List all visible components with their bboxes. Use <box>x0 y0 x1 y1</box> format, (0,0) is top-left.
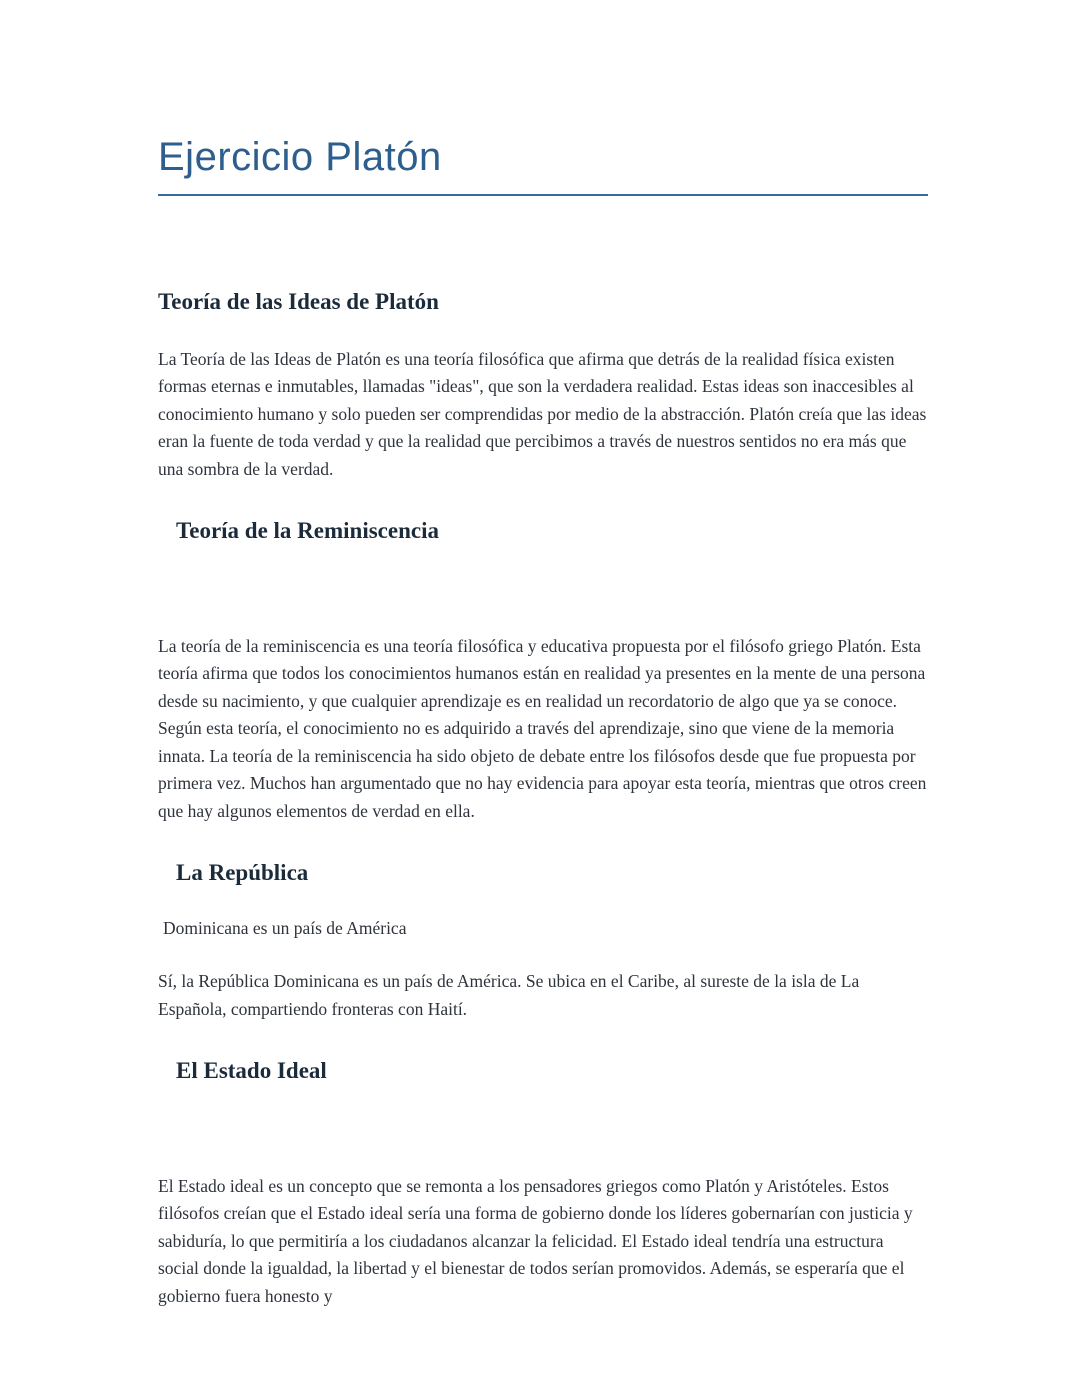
section-heading-estado-ideal: El Estado Ideal <box>176 1058 327 1084</box>
paragraph-teoria-ideas: La Teoría de las Ideas de Platón es una teoría filosófica que afirma que detrás de la realidad física existen formas eternas e inmutables, llamadas "ideas", que son la verdadera realidad. Estas ideas son inaccesibles al conocimiento humano y solo pueden ser comprendidas por medio de la abstracción. Platón creía que las ideas eran la fuente de toda verdad y que la realidad que percibimos a través de nuestros sentidos no era más que una sombra de la verdad. <box>158 348 927 479</box>
paragraph-dominicana-line: Dominicana es un país de América <box>163 917 407 938</box>
paragraph-republica-dominicana: Sí, la República Dominicana es un país de América. Se ubica en el Caribe, al sureste de la isla de La Española, compartiendo fronteras con Haití. <box>158 971 860 1019</box>
paragraph-estado-ideal: El Estado ideal es un concepto que se remonta a los pensadores griegos como Platón y Aristóteles. Estos filósofos creían que el Estado ideal sería una forma de gobierno donde los líderes gobernarían con justicia y sabiduría, lo que permitiría a los ciudadanos alcanzar la felicidad. El Estado ideal tendría una estructura social donde la igualdad, la libertad y el bienestar de todos serían promovidos. Además, se esperaría que el gobierno fuera honesto y <box>158 1175 913 1306</box>
paragraph-reminiscencia: La teoría de la reminiscencia es una teoría filosófica y educativa propuesta por el filósofo griego Platón. Esta teoría afirma que todos los conocimientos humanos están en realidad ya presentes en la mente de una persona desde su nacimiento, y que cualquier aprendizaje es en realidad un recordatorio de algo que ya se conoce. Según esta teoría, el conocimiento no es adquirido a través del aprendizaje, sino que viene de la memoria innata. La teoría de la reminiscencia ha sido objeto de debate entre los filósofos desde que fue propuesta por primera vez. Muchos han argumentado que no hay evidencia para apoyar esta teoría, mientras que otros creen que hay algunos elementos de verdad en ella. <box>158 635 927 821</box>
document-title: Ejercicio Platón <box>158 135 928 196</box>
section-heading-la-republica: La República <box>176 860 309 886</box>
section-heading-reminiscencia: Teoría de la Reminiscencia <box>176 518 439 544</box>
section-heading-teoria-ideas: Teoría de las Ideas de Platón <box>158 289 439 314</box>
